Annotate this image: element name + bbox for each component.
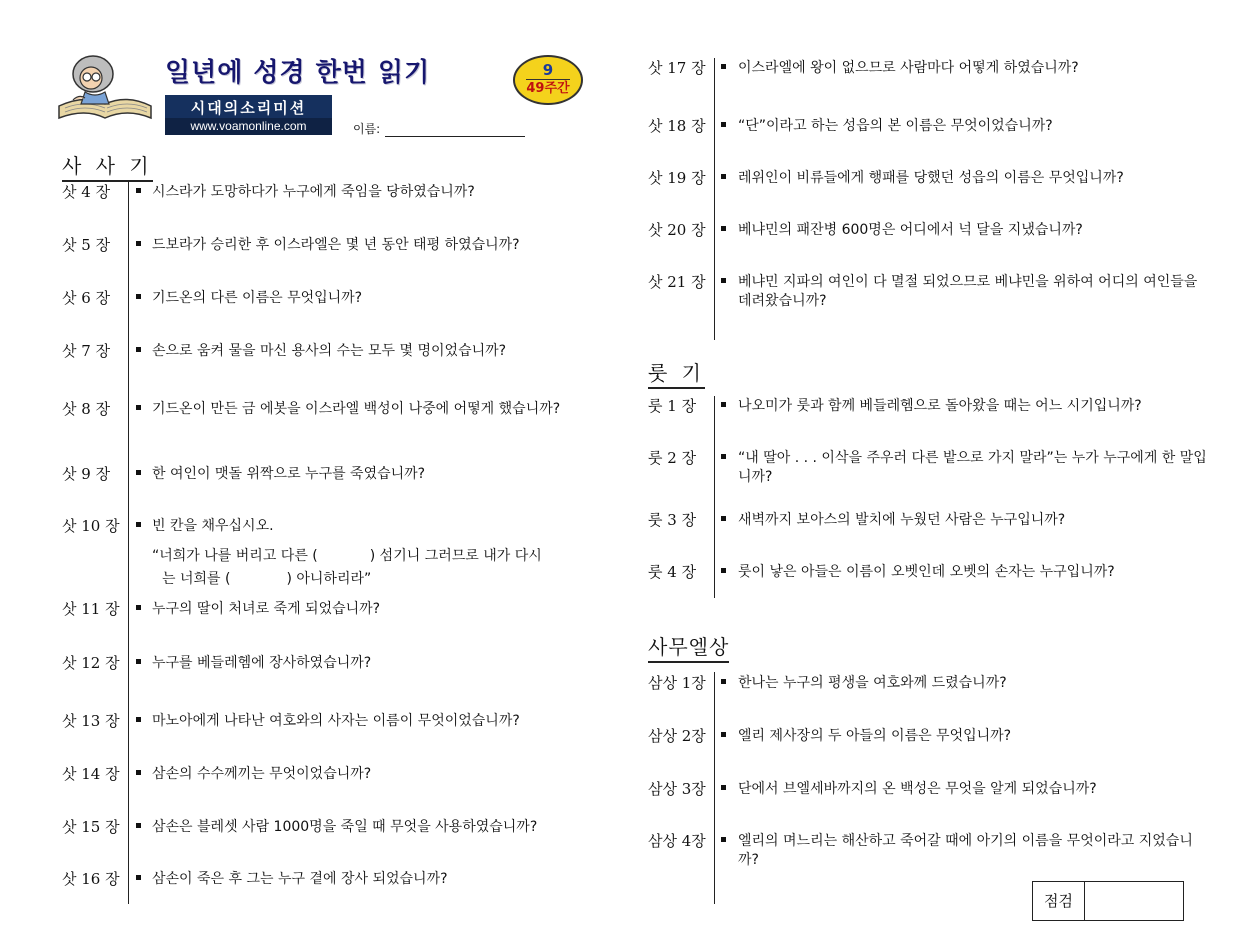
question-text: 마노아에게 나타난 여호와의 사자는 이름이 무엇이었습니까? (152, 713, 520, 729)
fill-in-text: 는 너희를 ( (162, 571, 231, 587)
chapter-label: 삿 21 장 (648, 273, 706, 291)
bullet-icon (721, 278, 726, 283)
week-badge (513, 55, 583, 105)
bullet-icon (721, 679, 726, 684)
question-text: 이스라엘에 왕이 없으므로 사람마다 어떻게 하였습니까? (738, 60, 1079, 76)
check-box (1032, 881, 1184, 921)
chapter-label: 삿 15 장 (62, 818, 120, 836)
name-field[interactable] (385, 136, 525, 137)
chapter-label: 룻 4 장 (648, 563, 697, 581)
chapter-label: 삼상 2장 (648, 727, 706, 745)
question-text: 레위인이 비류들에게 행패를 당했던 성읍의 이름은 무엇입니까? (738, 170, 1124, 186)
fill-in-text: “너희가 나를 버리고 다른 ( (152, 548, 318, 564)
question-text: 베냐민의 패잔병 600명은 어디에서 넉 달을 지냈습니까? (738, 222, 1083, 238)
samuel-divider-line (714, 672, 715, 904)
question-text: 누구의 딸이 처녀로 죽게 되었습니까? (152, 601, 381, 617)
brand-logo (165, 95, 332, 135)
bullet-icon (721, 226, 726, 231)
bullet-icon (136, 405, 141, 410)
reading-man-logo (55, 48, 155, 124)
question-text: 베냐민 지파의 여인이 다 멸절 되었으므로 베냐민을 위하여 어디의 여인들을 데려왔습니까? (738, 274, 1198, 309)
question-text: “단”이라고 하는 성읍의 본 이름은 무엇이었습니까? (738, 118, 1053, 134)
fill-in-line-2 (162, 569, 371, 590)
bullet-icon (136, 294, 141, 299)
judges-divider-line (128, 182, 129, 904)
question-text: 삼손의 수수께끼는 무엇이었습니까? (152, 766, 372, 782)
bullet-icon (136, 188, 141, 193)
section-title-ruth: 룻 기 (648, 357, 705, 389)
chapter-label: 삿 8 장 (62, 400, 111, 418)
chapter-label: 삿 10 장 (62, 517, 120, 535)
judges-continued-divider-line (714, 58, 715, 340)
page-title: 일년에 성경 한번 읽기 (165, 58, 431, 88)
bullet-icon (721, 454, 726, 459)
chapter-label: 삼상 1장 (648, 674, 706, 692)
bullet-icon (136, 347, 141, 352)
badge-divider (526, 79, 570, 80)
bullet-icon (136, 522, 141, 527)
question-text: “내 딸아 . . . 이삭을 주우러 다른 밭으로 가지 말라”는 누가 누구에게 한 말입니까? (738, 450, 1207, 485)
right-column (610, 0, 1240, 950)
question-text: 손으로 움켜 물을 마신 용사의 수는 모두 몇 명이었습니까? (152, 343, 507, 359)
bullet-icon (136, 605, 141, 610)
question-text: 한나는 누구의 평생을 여호와께 드렸습니까? (738, 675, 1007, 691)
bullet-icon (136, 770, 141, 775)
question-text: 룻이 낳은 아들은 이름이 오벳인데 오벳의 손자는 누구입니까? (738, 564, 1115, 580)
bullet-icon (721, 785, 726, 790)
fill-in-line-1 (152, 546, 542, 567)
name-label: 이름: (353, 122, 381, 136)
question-text: 단에서 브엘세바까지의 온 백성은 무엇을 알게 되었습니까? (738, 781, 1097, 797)
question-text: 나오미가 룻과 함께 베들레헴으로 돌아왔을 때는 어느 시기입니까? (738, 398, 1142, 414)
bullet-icon (136, 875, 141, 880)
check-field[interactable] (1085, 882, 1183, 920)
chapter-label: 삿 12 장 (62, 654, 120, 672)
question-text: 엘리 제사장의 두 아들의 이름은 무엇입니까? (738, 728, 1012, 744)
chapter-label: 룻 2 장 (648, 449, 697, 467)
section-title-judges: 사 사 기 (62, 150, 153, 182)
fill-in-text: ) 섬기니 그러므로 내가 다시 (369, 548, 542, 564)
chapter-label: 삿 19 장 (648, 169, 706, 187)
chapter-label: 삼상 4장 (648, 832, 706, 850)
left-column (0, 0, 610, 950)
bullet-icon (721, 122, 726, 127)
bullet-icon (136, 470, 141, 475)
badge-number: 9 (542, 61, 554, 79)
question-text: 빈 칸을 채우십시오. (152, 518, 274, 534)
brand-name: 시대의소리미션 (190, 99, 307, 117)
chapter-label: 삿 9 장 (62, 465, 111, 483)
bullet-icon (721, 837, 726, 842)
question-text: 시스라가 도망하다가 누구에게 죽임을 당하였습니까? (152, 184, 475, 200)
question-text: 삼손은 블레셋 사람 1000명을 죽일 때 무엇을 사용하였습니까? (152, 819, 538, 835)
question-text: 삼손이 죽은 후 그는 누구 곁에 장사 되었습니까? (152, 871, 448, 887)
chapter-label: 삼상 3장 (648, 780, 706, 798)
question-text: 드보라가 승리한 후 이스라엘은 몇 년 동안 태평 하였습니까? (152, 237, 520, 253)
ruth-divider-line (714, 396, 715, 598)
brand-url: www.voamonline.com (165, 118, 332, 135)
question-text: 기드온이 만든 금 에봇을 이스라엘 백성이 나중에 어떻게 했습니까? (152, 401, 561, 417)
question-text: 엘리의 며느리는 해산하고 죽어갈 때에 아기의 이름을 무엇이라고 지었습니까? (738, 833, 1193, 868)
chapter-label: 삿 17 장 (648, 59, 706, 77)
bullet-icon (721, 64, 726, 69)
bullet-icon (721, 516, 726, 521)
question-text: 기드온의 다른 이름은 무엇입니까? (152, 290, 363, 306)
chapter-label: 삿 14 장 (62, 765, 120, 783)
section-title-samuel: 사무엘상 (648, 631, 729, 663)
bullet-icon (721, 568, 726, 573)
bullet-icon (136, 659, 141, 664)
chapter-label: 삿 11 장 (62, 600, 120, 618)
chapter-label: 룻 1 장 (648, 397, 697, 415)
badge-weeks: 49주간 (526, 81, 570, 96)
bullet-icon (136, 241, 141, 246)
bullet-icon (721, 732, 726, 737)
fill-in-text: ) 아니하리라” (286, 571, 372, 587)
chapter-label: 삿 7 장 (62, 342, 111, 360)
chapter-label: 룻 3 장 (648, 511, 697, 529)
bullet-icon (136, 717, 141, 722)
chapter-label: 삿 6 장 (62, 289, 111, 307)
chapter-label: 삿 18 장 (648, 117, 706, 135)
bullet-icon (721, 174, 726, 179)
question-text: 누구를 베들레헴에 장사하였습니까? (152, 655, 372, 671)
chapter-label: 삿 16 장 (62, 870, 120, 888)
check-label: 점검 (1033, 882, 1085, 920)
chapter-label: 삿 20 장 (648, 221, 706, 239)
question-text: 새벽까지 보아스의 발치에 누웠던 사람은 누구입니까? (738, 512, 1066, 528)
chapter-label: 삿 13 장 (62, 712, 120, 730)
question-text: 한 여인이 맷돌 위짝으로 누구를 죽였습니까? (152, 466, 426, 482)
chapter-label: 삿 5 장 (62, 236, 111, 254)
bullet-icon (721, 402, 726, 407)
chapter-label: 삿 4 장 (62, 183, 111, 201)
bullet-icon (136, 823, 141, 828)
